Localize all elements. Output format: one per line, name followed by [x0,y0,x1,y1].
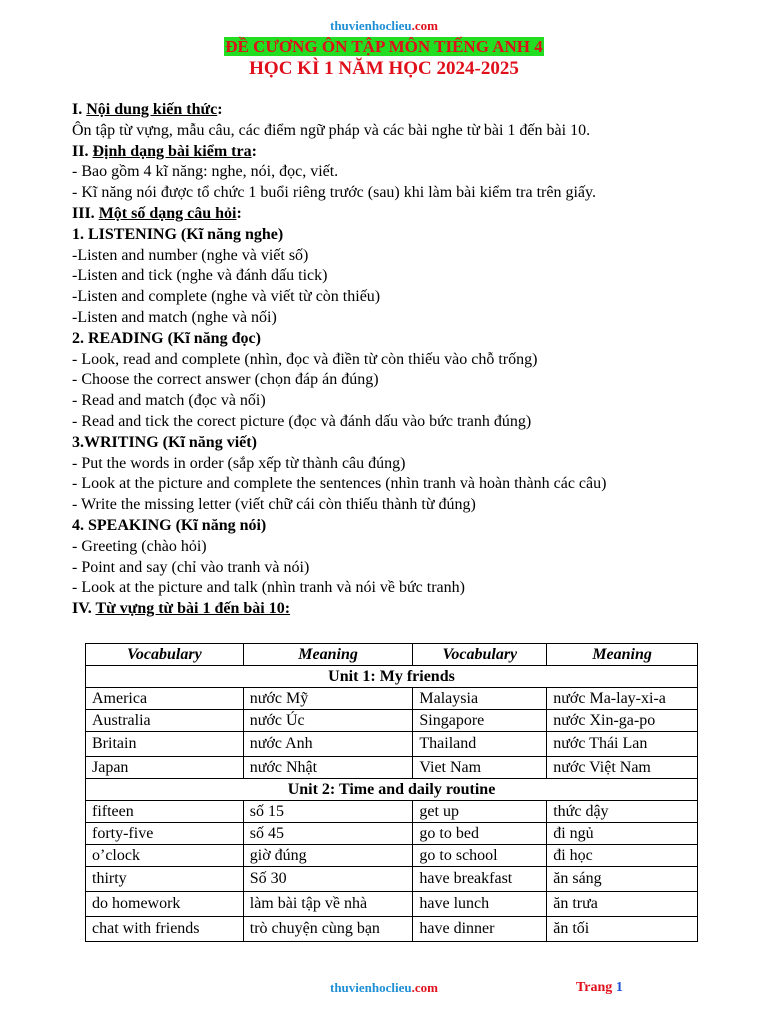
table-cell: ăn trưa [547,892,698,917]
listening-heading: 1. LISTENING (Kĩ năng nghe) [72,225,284,243]
table-cell: fifteen [86,801,244,823]
table-row [86,867,698,892]
section-1-text: Ôn tập từ vựng, mẫu câu, các điểm ngữ pháp và các bài nghe từ bài 1 đến bài 10. [72,121,591,139]
table-cell: nước Việt Nam [547,757,698,779]
unit-row [86,666,698,688]
footer-site-name: thuvienhoclieu [330,980,412,995]
table-row [86,845,698,867]
table-cell: Viet Nam [413,757,547,779]
writing-heading: 3.WRITING (Kĩ năng viết) [72,433,257,451]
list-item: - Look at the picture and talk (nhìn tranh và nói về bức tranh) [72,579,465,597]
list-item: - Read and tick the corect picture (đọc và đánh dấu vào bức tranh đúng) [72,412,532,430]
table-cell: đi ngủ [547,823,698,845]
header-site-name: thuvienhoclieu [330,18,412,33]
table-cell: Malaysia [413,688,547,710]
table-cell: Số 30 [243,867,413,892]
page-number [576,980,623,996]
unit-1-title: Unit 1: My friends [86,666,698,688]
header-site-tld: .com [411,18,438,33]
table-row [86,823,698,845]
table-cell: nước Mỹ [243,688,413,710]
list-item: -Listen and complete (nghe và viết từ còn thiếu) [72,288,381,306]
page-num: 1 [615,980,623,995]
list-item: -Listen and match (nghe và nối) [72,308,277,326]
doc-title-line2: HỌC KÌ 1 NĂM HỌC 2024-2025 [249,58,519,79]
table-row [86,801,698,823]
table-row [86,732,698,757]
table-row [86,892,698,917]
table-cell: nước Úc [243,710,413,732]
list-item: -Listen and tick (nghe và đánh dấu tick) [72,267,328,285]
list-item: - Bao gồm 4 kĩ năng: nghe, nói, đọc, viết. [72,163,339,181]
section-4-title: Từ vựng từ bài 1 đến bài 10: [95,600,291,618]
table-cell: go to school [413,845,547,867]
section-3-heading: III. Một số dạng câu hỏi: [72,204,242,222]
table-cell: làm bài tập về nhà [243,892,413,917]
unit-2-title: Unit 2: Time and daily routine [86,779,698,801]
column-header: Meaning [547,644,698,666]
list-item: - Read and match (đọc và nối) [72,392,266,410]
footer-site[interactable] [0,980,768,996]
table-cell: America [86,688,244,710]
table-cell: Australia [86,710,244,732]
list-item: -Listen and number (nghe và viết số) [72,246,309,264]
table-cell: chat with friends [86,917,244,942]
table-header-row [86,644,698,666]
table-cell: nước Thái Lan [547,732,698,757]
section-2-title: Định dạng bài kiểm tra [92,142,252,160]
column-header: Vocabulary [86,644,244,666]
table-cell: Japan [86,757,244,779]
table-row [86,757,698,779]
table-cell: Britain [86,732,244,757]
list-item: - Greeting (chào hỏi) [72,537,207,555]
table-cell: have breakfast [413,867,547,892]
list-item: - Kĩ năng nói được tổ chức 1 buổi riêng trước (sau) khi làm bài kiểm tra trên giấy. [72,184,596,202]
table-cell: ăn sáng [547,867,698,892]
list-item: - Look at the picture and complete the sentences (nhìn tranh và hoàn thành các câu) [72,475,607,493]
section-1-title: Nội dung kiến thức [86,101,218,118]
list-item: - Point and say (chỉ vào tranh và nói) [72,558,310,576]
table-cell: nước Nhật [243,757,413,779]
table-cell: get up [413,801,547,823]
column-header: Meaning [243,644,413,666]
table-cell: số 15 [243,801,413,823]
column-header: Vocabulary [413,644,547,666]
list-item: - Choose the correct answer (chọn đáp án đúng) [72,371,379,389]
speaking-heading: 4. SPEAKING (Kĩ năng nói) [72,516,267,534]
section-4-heading: IV. Từ vựng từ bài 1 đến bài 10: [72,600,291,618]
table-cell: Singapore [413,710,547,732]
table-cell: nước Anh [243,732,413,757]
table-cell: Thailand [413,732,547,757]
table-cell: số 45 [243,823,413,845]
section-2-heading: II. Định dạng bài kiểm tra: [72,142,257,160]
table-row [86,917,698,942]
table-cell: have dinner [413,917,547,942]
section-3-title: Một số dạng câu hỏi [98,204,237,222]
list-item: - Look, read and complete (nhìn, đọc và điền từ còn thiếu vào chỗ trống) [72,350,538,368]
unit-row [86,779,698,801]
table-row [86,688,698,710]
table-cell: do homework [86,892,244,917]
footer-site-tld: .com [411,980,438,995]
page-label: Trang [576,980,616,995]
table-cell: nước Xin-ga-po [547,710,698,732]
list-item: - Write the missing letter (viết chữ cái còn thiếu thành từ đúng) [72,496,476,514]
table-cell: have lunch [413,892,547,917]
table-cell: forty-five [86,823,244,845]
table-cell: đi học [547,845,698,867]
header-site[interactable] [0,18,768,34]
vocabulary-table [85,643,698,942]
table-cell: thức dậy [547,801,698,823]
section-1-heading: I. Nội dung kiến thức: [72,101,223,118]
doc-body [72,100,712,620]
table-cell: ăn tối [547,917,698,942]
doc-title-text: ĐỀ CƯƠNG ÔN TẬP MÔN TIẾNG ANH 4 [225,37,543,56]
table-cell: trò chuyện cùng bạn [243,917,413,942]
table-cell: thirty [86,867,244,892]
table-cell: nước Ma-lay-xi-a [547,688,698,710]
reading-heading: 2. READING (Kĩ năng đọc) [72,329,261,347]
list-item: - Put the words in order (sắp xếp từ thành câu đúng) [72,454,406,472]
table-row [86,710,698,732]
doc-title-line1 [0,37,768,57]
table-cell: go to bed [413,823,547,845]
table-cell: giờ đúng [243,845,413,867]
table-cell: o’clock [86,845,244,867]
